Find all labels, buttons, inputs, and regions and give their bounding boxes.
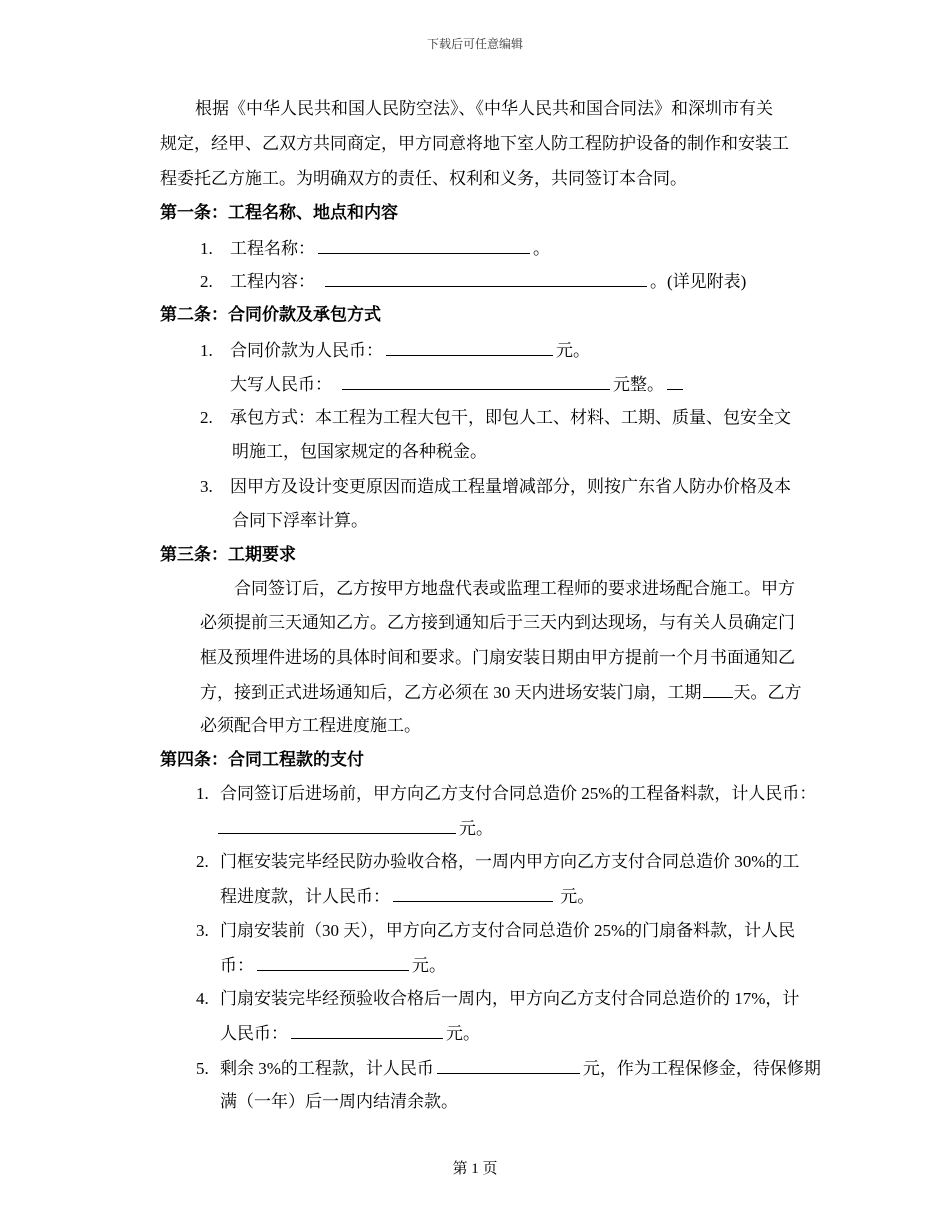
- item-text: 因甲方及设计变更原因而造成工程量增减部分，则按广东省人防办价格及本: [230, 477, 791, 496]
- article-4-item-5-cont: 满（一年）后一周内结清余款。: [220, 1092, 458, 1111]
- article-4-item-2-cont: [220, 885, 594, 908]
- article-3-line-2: 必须提前三天通知乙方。乙方接到通知后于三天内到达现场，与有关人员确定门: [200, 613, 795, 632]
- item-text: 门扇安装完毕经预验收合格后一周内，甲方向乙方支付合同总造价的 17%，计: [220, 989, 800, 1008]
- article-4-title: 第四条：合同工程款的支付: [160, 750, 364, 769]
- item-suffix: 元整。: [613, 375, 664, 394]
- item-number: 1.: [200, 341, 213, 360]
- article-3-line-5: 必须配合甲方工程进度施工。: [200, 716, 421, 735]
- article-1-title: 第一条：工程名称、地点和内容: [160, 203, 398, 222]
- blank-field[interactable]: [218, 817, 456, 834]
- item-label: 人民币：: [220, 1024, 288, 1043]
- item-suffix: 元。: [556, 341, 590, 360]
- article-2-item-3: [200, 476, 791, 498]
- article-2-item-3-cont: 合同下浮率计算。: [232, 511, 368, 530]
- intro-line-3: 程委托乙方施工。为明确双方的责任、权利和义务，共同签订本合同。: [160, 169, 687, 188]
- item-text: 门扇安装前（30 天），甲方向乙方支付合同总造价 25%的门扇备料款，计人民: [220, 921, 796, 940]
- page-header: 下载后可任意编辑: [426, 37, 523, 51]
- blank-field[interactable]: [703, 681, 733, 698]
- article-4-item-1-cont: [218, 817, 493, 840]
- item-number: 2.: [196, 852, 209, 871]
- article-3-title: 第三条：工期要求: [160, 545, 296, 564]
- item-label: 程进度款，计人民币：: [220, 887, 390, 906]
- article-1-item-1: [200, 237, 550, 260]
- article-1-item-2: [200, 270, 746, 293]
- blank-field[interactable]: [325, 270, 647, 287]
- item-number: 5.: [196, 1059, 209, 1078]
- article-4-item-4: [196, 988, 799, 1010]
- article-2-item-1: [200, 339, 590, 362]
- article-4-item-2: [196, 851, 799, 873]
- item-suffix: 元。: [560, 887, 595, 906]
- article-3-line-4: [200, 681, 802, 704]
- item-text: 元，作为工程保修金，待保修期: [582, 1059, 821, 1078]
- blank-field[interactable]: [342, 373, 610, 390]
- article-4-item-3-cont: [220, 954, 446, 977]
- item-label: 币：: [220, 956, 254, 975]
- item-number: 3.: [196, 921, 209, 940]
- item-number: 4.: [196, 989, 209, 1008]
- item-number: 1.: [196, 784, 209, 803]
- article-2-title: 第二条：合同价款及承包方式: [160, 305, 381, 324]
- item-label: 合同价款为人民币：: [230, 341, 383, 360]
- page-footer: 第 1 页: [452, 1161, 498, 1177]
- item-text: 合同签订后进场前，甲方向乙方支付合同总造价 25%的工程备料款，计人民币：: [220, 784, 817, 803]
- line-text: 方，接到正式进场通知后，乙方必须在 30 天内进场安装门扇，工期: [200, 683, 702, 702]
- blank-field[interactable]: [393, 885, 553, 902]
- blank-field[interactable]: [318, 237, 530, 254]
- line-text: 天。乙方: [733, 683, 802, 702]
- item-text: 承包方式：本工程为工程大包干，即包人工、材料、工期、质量、包安全文: [230, 408, 791, 427]
- article-2-item-2-cont: 明施工，包国家规定的各种税金。: [232, 442, 487, 461]
- article-4-item-1: [196, 783, 816, 805]
- article-2-item-2: [200, 407, 791, 429]
- item-label: 工程名称：: [230, 239, 315, 258]
- item-suffix: 。: [533, 239, 550, 258]
- article-2-item-1-uppercase: [230, 373, 686, 396]
- item-number: 2.: [200, 408, 213, 427]
- article-4-item-5: [196, 1057, 821, 1080]
- article-4-item-3: [196, 920, 795, 942]
- item-number: 1.: [200, 239, 213, 258]
- blank-field[interactable]: [291, 1022, 443, 1039]
- article-3-line-1: 合同签订后，乙方按甲方地盘代表或监理工程师的要求进场配合施工。甲方: [234, 579, 795, 598]
- blank-field[interactable]: [257, 954, 409, 971]
- item-number: 3.: [200, 477, 213, 496]
- item-label: 大写人民币：: [230, 375, 332, 394]
- item-suffix: 元。: [412, 956, 446, 975]
- item-text: 门框安装完毕经民防办验收合格，一周内甲方向乙方支付合同总造价 30%的工: [220, 852, 800, 871]
- item-text: 剩余 3%的工程款，计人民币: [220, 1059, 434, 1078]
- intro-line-2: 规定，经甲、乙双方共同商定，甲方同意将地下室人防工程防护设备的制作和安装工: [160, 134, 789, 153]
- blank-field[interactable]: [386, 339, 553, 356]
- article-3-line-3: 框及预埋件进场的具体时间和要求。门扇安装日期由甲方提前一个月书面通知乙: [200, 648, 795, 667]
- item-number: 2.: [200, 272, 213, 291]
- intro-line-1: 根据《中华人民共和国人民防空法》、《中华人民共和国合同法》和深圳市有关: [195, 99, 773, 118]
- item-suffix: 元。: [459, 819, 493, 838]
- item-suffix: 元。: [446, 1024, 480, 1043]
- blank-field[interactable]: [437, 1057, 580, 1074]
- blank-field[interactable]: [667, 373, 683, 390]
- article-4-item-4-cont: [220, 1022, 480, 1045]
- item-label: 工程内容：: [230, 272, 315, 291]
- item-suffix: 。(详见附表): [650, 272, 747, 291]
